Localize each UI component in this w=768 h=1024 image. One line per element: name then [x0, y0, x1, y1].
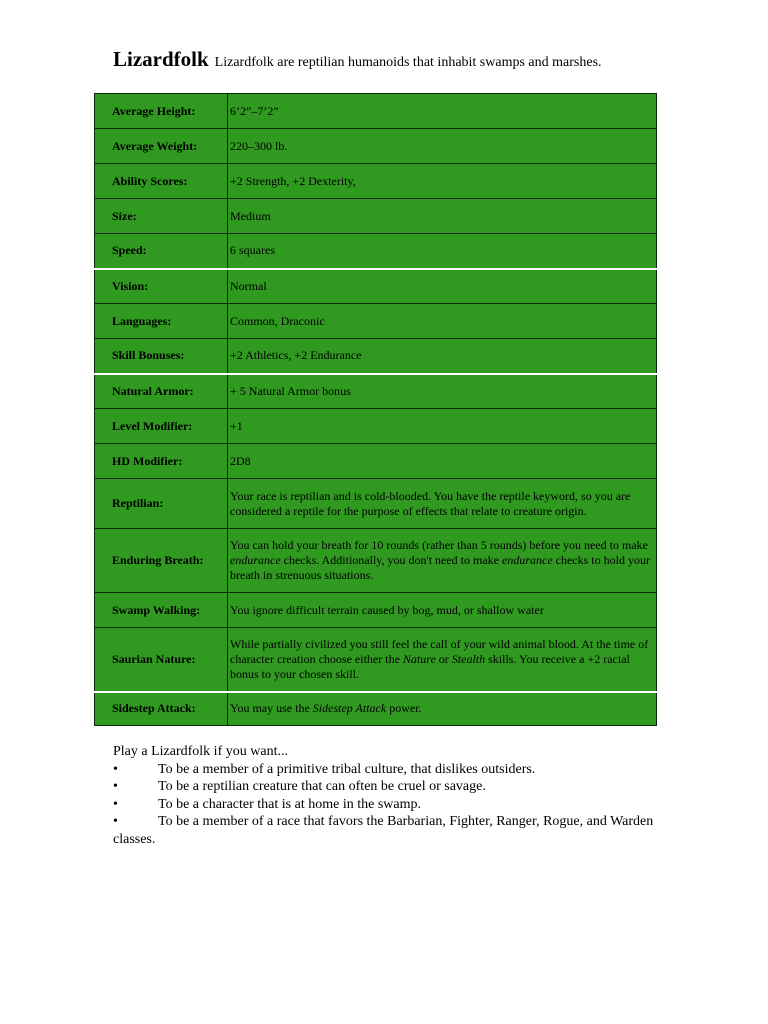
table-row	[95, 129, 657, 164]
trait-value: While partially civilized you still feel the call of your wild animal blood. At the time of character creation choose either the Nature or Stealth skills. You receive a +2 racial bonus to your chosen skill.	[228, 628, 657, 692]
trait-value: You ignore difficult terrain caused by bog, mud, or shallow water	[228, 593, 657, 628]
list-item	[113, 796, 658, 814]
trait-label: Average Weight:	[95, 129, 228, 164]
table-row	[95, 234, 657, 269]
table-row	[95, 529, 657, 593]
trait-label: Enduring Breath:	[95, 529, 228, 593]
trait-label: Vision:	[95, 269, 228, 304]
table-row	[95, 269, 657, 304]
table-row	[95, 409, 657, 444]
page-heading	[113, 47, 713, 72]
list-item-text: To be a character that is at home in the swamp.	[158, 796, 421, 812]
trait-label: Skill Bonuses:	[95, 339, 228, 374]
play-bullet-list	[113, 761, 658, 849]
trait-label: Average Height:	[95, 94, 228, 129]
bullet-icon: •	[113, 814, 118, 829]
play-section	[113, 743, 658, 848]
table-row	[95, 479, 657, 529]
table-row	[95, 628, 657, 692]
table-row	[95, 304, 657, 339]
table-row	[95, 444, 657, 479]
play-intro: Play a Lizardfolk if you want...	[113, 744, 288, 759]
trait-value: You may use the Sidestep Attack power.	[228, 692, 657, 726]
trait-value: +2 Strength, +2 Dexterity,	[228, 164, 657, 199]
page-title: Lizardfolk	[113, 47, 209, 71]
racial-traits-table	[94, 93, 657, 726]
trait-value: +1	[228, 409, 657, 444]
trait-value: Your race is reptilian and is cold-blooded. You have the reptile keyword, so you are considered a reptile for the purpose of effects that relate to creature origin.	[228, 479, 657, 529]
table-row	[95, 339, 657, 374]
bullet-icon: •	[113, 796, 118, 812]
page-subtitle: Lizardfolk are reptilian humanoids that inhabit swamps and marshes.	[214, 55, 602, 70]
trait-label: Saurian Nature:	[95, 628, 228, 692]
trait-value: 6 squares	[228, 234, 657, 269]
trait-label: Reptilian:	[95, 479, 228, 529]
list-item	[113, 813, 658, 848]
trait-label: Level Modifier:	[95, 409, 228, 444]
table-row	[95, 593, 657, 628]
table-row	[95, 164, 657, 199]
trait-label: Speed:	[95, 234, 228, 269]
trait-value: 2D8	[228, 444, 657, 479]
trait-label: Swamp Walking:	[95, 593, 228, 628]
list-item-text: To be a member of a primitive tribal culture, that dislikes outsiders.	[158, 761, 536, 777]
trait-value: Common, Draconic	[228, 304, 657, 339]
trait-label: Natural Armor:	[95, 374, 228, 409]
bullet-icon: •	[113, 761, 118, 777]
list-item-text: To be a reptilian creature that can often be cruel or savage.	[158, 779, 486, 794]
trait-value: You can hold your breath for 10 rounds (rather than 5 rounds) before you need to make endurance checks. Additionally, you don't need to make endurance checks to hold your breath in strenuous situations.	[228, 529, 657, 593]
table-row	[95, 94, 657, 129]
trait-value: 220–300 lb.	[228, 129, 657, 164]
table-row	[95, 692, 657, 726]
trait-label: HD Modifier:	[95, 444, 228, 479]
trait-value: + 5 Natural Armor bonus	[228, 374, 657, 409]
trait-label: Ability Scores:	[95, 164, 228, 199]
list-item-text: To be a member of a race that favors the Barbarian, Fighter, Ranger, Rogue, and Warden classes.	[113, 814, 654, 847]
bullet-icon: •	[113, 779, 118, 794]
trait-label: Sidestep Attack:	[95, 692, 228, 726]
trait-value: +2 Athletics, +2 Endurance	[228, 339, 657, 374]
trait-value: Medium	[228, 199, 657, 234]
trait-label: Languages:	[95, 304, 228, 339]
trait-value: Normal	[228, 269, 657, 304]
list-item	[113, 761, 658, 779]
list-item	[113, 778, 658, 796]
table-row	[95, 199, 657, 234]
trait-label: Size:	[95, 199, 228, 234]
table-row	[95, 374, 657, 409]
trait-value: 6’2”–7’2”	[228, 94, 657, 129]
